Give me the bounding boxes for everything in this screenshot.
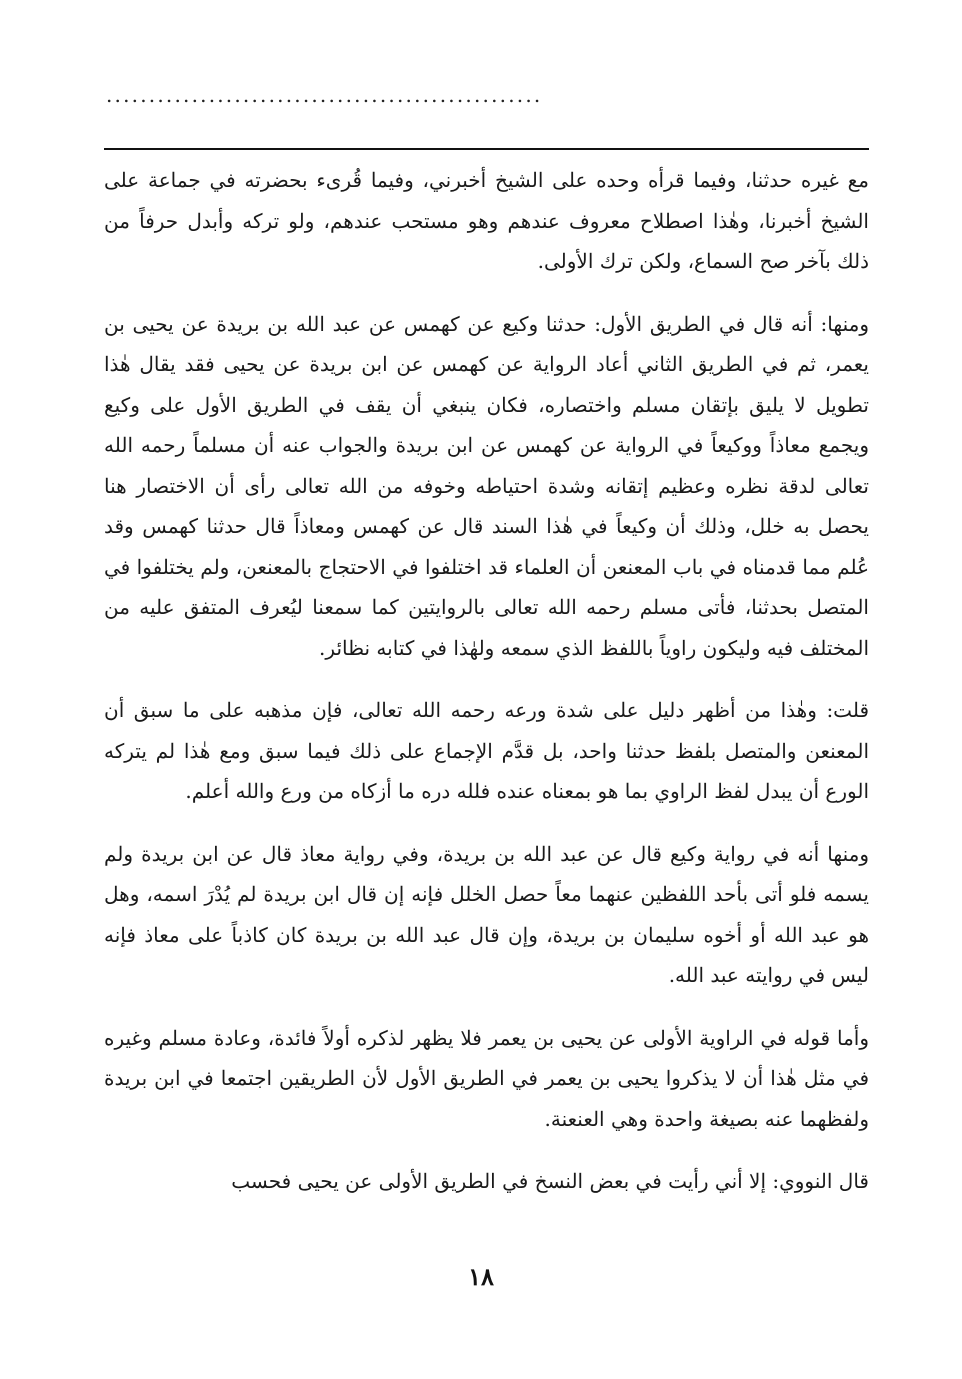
paragraph: قال النووي: إلا أني رأيت في بعض النسخ في الطريق الأولى عن يحيى فحسب bbox=[231, 1169, 869, 1193]
paragraph: ومنها: أنه قال في الطريق الأول: حدثنا وكيع عن كهمس عن عبد الله بن بريدة عن يحيى بن يعمر، ثم في الطريق الثاني أعاد الرواية عن كهمس عن ابن بريدة عن يحيى فقد يقال هٰذا تطويل لا يليق بإتقان مسلم واختصاره، فكان ينبغي أن يقف في الطريق الأول على وكيع ويجمع معاذاً ووكيعاً في الرواية عن كهمس عن ابن بريدة والجواب عنه أن مسلماً رحمه الله تعالى لدقة نظره وعظيم إتقانه وشدة احتياطه وخوفه من الله تعالى رأى أن الاختصار هنا يحصل به خلل، وذلك أن وكيعاً في هٰذا السند قال عن كهمس ومعاذاً قال حدثنا كهمس وقد عُلم مما قدمناه في باب المعنعن أن العلماء قد اختلفوا في الاحتجاج بالمعنعن، ولم يختلفوا في المتصل بحدثنا، فأتى مسلم رحمه الله تعالى بالروايتين كما سمعنا ليُعرف المتفق عليه من المختلف فيه وليكون راوياً باللفظ الذي سمعه ولهٰذا في كتابه نظائر. bbox=[104, 311, 869, 660]
page-body bbox=[104, 160, 869, 1224]
header-rule bbox=[104, 148, 869, 150]
paragraph: ومنها أنه في رواية وكيع قال عن عبد الله بن بريدة، وفي رواية معاذ قال عن ابن بريدة ولم يسمه فلو أتى بأحد اللفظين عنهما معاً حصل الخلل فإنه إن قال ابن بريدة لم يُدْرَ اسمه، وهل هو عبد الله أو أخوه سليمان بن بريدة، وإن قال عبد الله بن بريدة كان كاذباً على معاذ فإنه ليس في روايته عبد الله. bbox=[104, 841, 869, 987]
paragraph: مع غيره حدثنا، وفيما قرأه وحده على الشيخ أخبرني، وفيما قُرىء بحضرته في جماعة على الشيخ أخبرنا، وهٰذا اصطلاح معروف عندهم وهو مستحب عندهم، ولو تركه وأبدل حرفاً من ذلك بآخر صح السماع، ولكن ترك الأولى. bbox=[104, 168, 869, 273]
paragraph: وأما قوله في الراوية الأولى عن يحيى بن يعمر فلا يظهر لذكره أولاً فائدة، وعادة مسلم وغيره في مثل هٰذا أن لا يذكروا يحيى بن يعمر في الطريق الأول لأن الطريقين اجتمعا في ابن بريدة ولفظهما عنه بصيغة واحدة وهي العنعنة. bbox=[104, 1025, 870, 1131]
page-number: ١٨ bbox=[468, 1262, 494, 1291]
paragraph: قلت: وهٰذا من أظهر دليل على شدة ورعه رحمه الله تعالى، فإن مذهبه على ما سبق أن المعنعن والمتصل بلفظ حدثنا واحد، بل قدَّم الإجماع على ذلك فيما سبق ومع هٰذا لم يتركه الورع أن يبدل لفظ الراوي بما هو بمعناه عنده فلله دره ما أزكاه من ورع والله أعلم. bbox=[104, 698, 869, 803]
header-dotted-line: ................................................... bbox=[106, 83, 543, 107]
